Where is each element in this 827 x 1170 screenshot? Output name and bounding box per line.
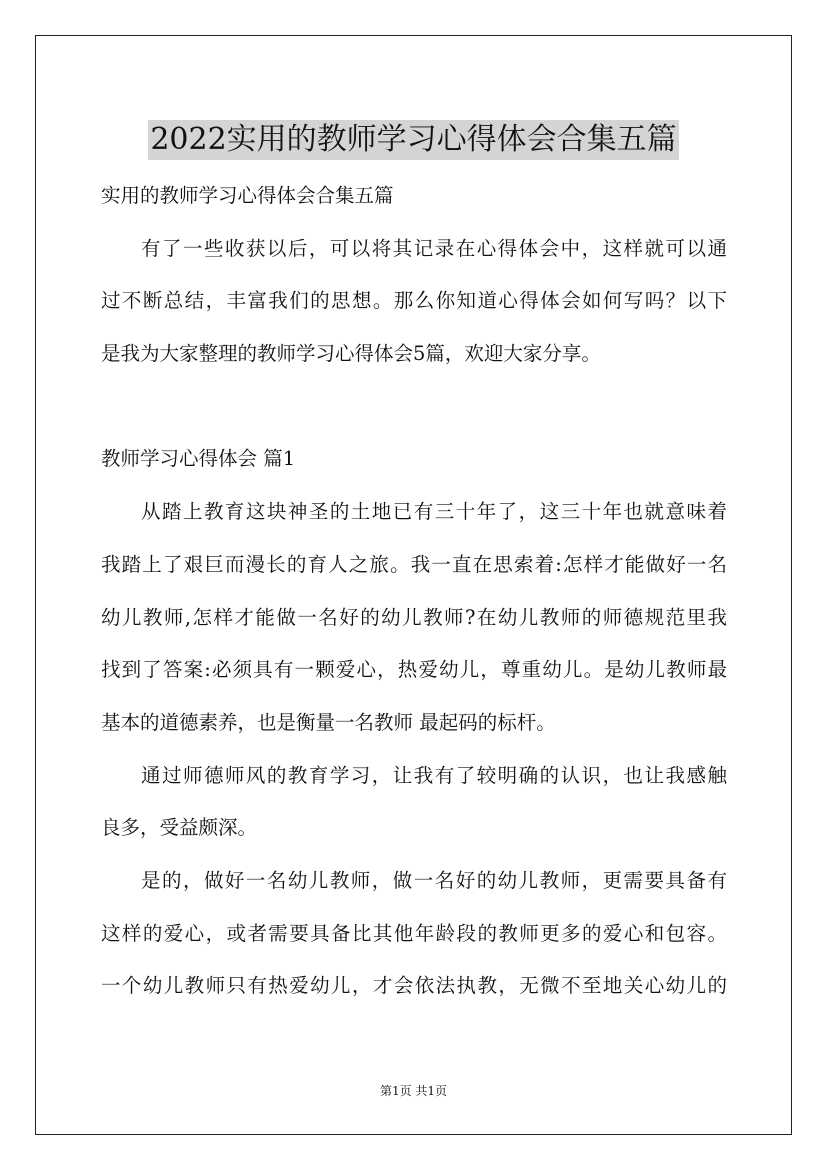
document-title: 2022实用的教师学习心得体会合集五篇 xyxy=(148,120,678,160)
text-line: 我踏上了艰巨而漫长的育人之旅。我一直在思索着:怎样才能做好一名 xyxy=(101,552,727,576)
text-line: 过不断总结，丰富我们的思想。那么你知道心得体会如何写吗？以下 xyxy=(101,289,727,313)
text-line: 从踏上教育这块神圣的土地已有三十年了，这三十年也就意味着 xyxy=(141,500,727,524)
text-line: 通过师德师风的教育学习，让我有了较明确的认识，也让我感触 xyxy=(141,763,727,787)
paragraph-2 xyxy=(101,750,727,855)
paragraph-3 xyxy=(101,855,727,1013)
blank-line xyxy=(101,381,727,434)
text-line: 有了一些收获以后，可以将其记录在心得体会中，这样就可以通 xyxy=(141,236,727,260)
paragraph-1 xyxy=(101,486,727,749)
subtitle: 实用的教师学习心得体会合集五篇 xyxy=(101,184,394,207)
document-body xyxy=(101,170,727,1013)
text-line: 一个幼儿教师只有热爱幼儿，才会依法执教，无微不至地关心幼儿的 xyxy=(101,974,727,998)
text-line: 这样的爱心，或者需要具备比其他年龄段的教师更多的爱心和包容。 xyxy=(101,921,727,945)
text-line: 幼儿教师,怎样才能做一名好的幼儿教师?在幼儿教师的师德规范里我 xyxy=(101,605,727,629)
intro-paragraph xyxy=(101,223,727,381)
text-line: 是我为大家整理的教师学习心得体会5篇，欢迎大家分享。 xyxy=(101,342,601,366)
text-line: 是的，做好一名幼儿教师，做一名好的幼儿教师，更需要具备有 xyxy=(141,868,727,892)
section-heading: 教师学习心得体会 篇1 xyxy=(101,447,296,471)
text-line: 良多，受益颇深。 xyxy=(101,816,258,840)
title-container xyxy=(0,100,827,180)
text-line: 基本的道德素养，也是衡量一名教师 最起码的标杆。 xyxy=(101,710,556,734)
text-line: 找到了答案:必须具有一颗爱心，热爱幼儿，尊重幼儿。是幼儿教师最 xyxy=(101,658,727,682)
page-footer: 第1页 共1页 xyxy=(379,1084,448,1098)
